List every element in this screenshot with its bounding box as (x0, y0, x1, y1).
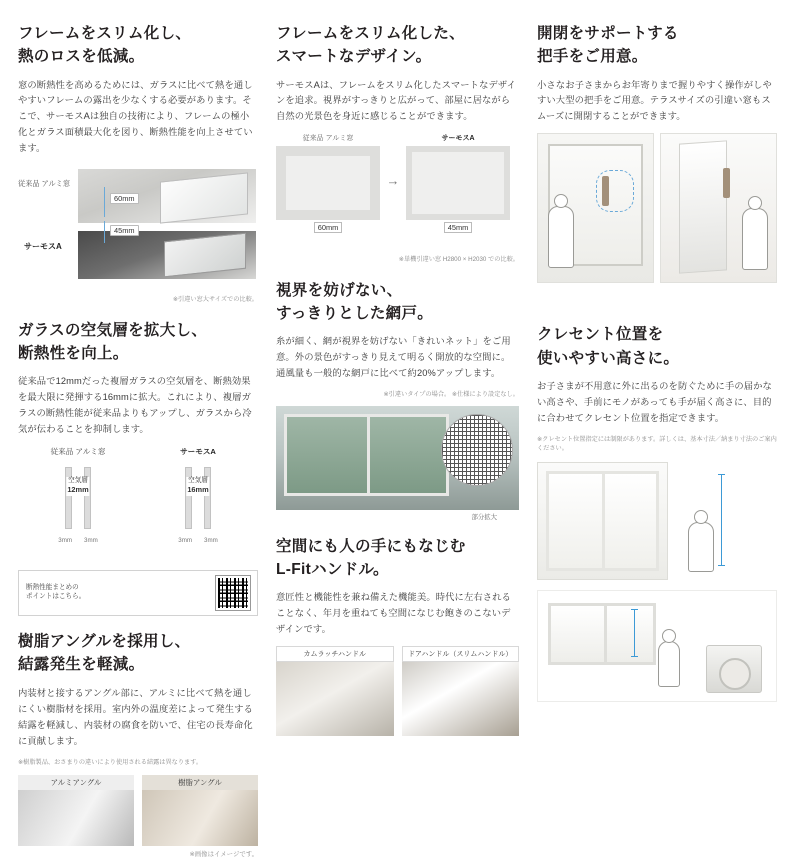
section-lfit-handle (276, 535, 519, 736)
illustration-hand-grip (660, 133, 777, 283)
measurement-line (721, 474, 722, 566)
label-thermos-a: サーモスA (24, 242, 62, 252)
glass-thickness: 3mm (204, 537, 218, 545)
photo-aluminum-angle: アルミアングル (18, 775, 134, 846)
dimension-60mm: 60mm (110, 193, 139, 204)
panel-thermos-a: サーモスA 45mm (406, 133, 510, 232)
section-heading: 樹脂アングルを採用し、 結露発生を軽減。 (18, 633, 191, 674)
illustration-window-room (537, 133, 654, 283)
section-heading: フレームをスリム化し、 熱のロスを低減。 (18, 25, 192, 66)
dimension-45mm: 45mm (110, 225, 139, 236)
illustration-large-grip (537, 133, 777, 283)
photo-image (276, 662, 394, 736)
section-body: 小さなお子さまからお年寄りまで握りやすく操作がしやすい大型の把手をご用意。テラスサイズの引違い窓もスムーズに開閉することができます。 (537, 79, 772, 122)
qr-code-icon[interactable] (216, 576, 250, 610)
photo-image (142, 790, 258, 846)
section-heading: 開閉をサポートする 把手をご用意。 (537, 25, 679, 66)
figure-screen-net (276, 406, 519, 510)
illustration-low-crescent (537, 590, 777, 702)
promo-text: 断熱性能まとめの ポイントはこちら。 (26, 584, 86, 601)
section-body: お子さまが不用意に外に出るのを防ぐために手の届かない高さや、手前にモノがあっても手が届く高さに、目的に合わせてクレセント位置を指定できます。 (537, 380, 772, 423)
grip-handle-icon (723, 168, 730, 198)
window-illustration (548, 603, 656, 665)
section-heading: 空間にも人の手にもなじむ L-Fitハンドル。 (276, 537, 466, 578)
diagram-conventional (18, 446, 138, 564)
glass-thickness: 3mm (58, 537, 72, 545)
dimension-label: 45mm (444, 222, 473, 233)
glass-thickness: 3mm (84, 537, 98, 545)
frame-illustration (406, 146, 510, 220)
figure-note: ※引違い窓大サイズでの比較。 (172, 296, 258, 304)
illustration-child (674, 462, 777, 580)
air-layer-label: 空気層 12mm (67, 477, 89, 495)
window-panes (284, 414, 449, 496)
dimension-line-upper (104, 187, 105, 217)
section-note: ※樹脂製品、おさまりの違いにより使用される結露は異なります。 (18, 758, 203, 766)
section-body: 窓の断熱性を高めるためには、ガラスに比べて熱を通しやすいフレームの露出を少なくする必要があります。そこで、サーモスAは独自の技術により、フレームの極小化とガラス面積最大化を図り、断熱性能を向上させています。 (18, 79, 253, 154)
person-figure (688, 522, 714, 572)
photo-image (18, 790, 134, 846)
photo-image (402, 662, 520, 736)
window-illustration (537, 462, 668, 580)
diagram-title-conventional: 従来品 アルミ窓 (50, 447, 106, 457)
photo-door-handle: ドアハンドル（スリムハンドル） (402, 646, 520, 736)
measurement-line (634, 609, 635, 657)
arrow-icon: → (386, 173, 400, 189)
appliance-illustration (706, 645, 762, 693)
net-zoom-circle (441, 414, 513, 486)
person-figure (742, 208, 768, 270)
section-heading: クレセント位置を 使いやすい高さに。 (537, 326, 680, 367)
dimension-label: 60mm (314, 222, 343, 233)
air-layer-label: 空気層 16mm (187, 477, 209, 495)
glass-thickness: 3mm (178, 537, 192, 545)
section-crescent-position (537, 323, 777, 701)
section-body: サーモスAは、フレームをスリム化したスマートなデザインを追求。視界がすっきりと広がって、部屋に居ながら自然の光景色を身近に感じることができます。 (276, 79, 517, 122)
person-figure (548, 206, 574, 268)
section-resin-angle (18, 630, 258, 864)
label-conventional: 従来品 アルミ窓 (18, 179, 71, 189)
figure-zoom-label: 部分拡大 (471, 513, 497, 521)
section-heading: 視界を妨げない、 すっきりとした網戸。 (276, 281, 434, 322)
section-body: 内装材と接するアングル部に、アルミに比べて熱を通しにくい樹脂材を採用。室内外の温度差によって発生する結露を軽減し、内装材の腐食を防いで、住宅の長寿命化に貢献します。 (18, 687, 253, 746)
column-middle (276, 22, 519, 778)
figure-note: ※単機引違い窓 H2800 × H2030 での比較。 (398, 256, 519, 264)
figure-frame-width-compare (276, 133, 519, 253)
photo-pair-angle (18, 775, 258, 846)
frame-illustration (276, 146, 380, 220)
diagram-title-thermos-a: サーモスA (180, 447, 216, 457)
person-figure (658, 641, 680, 687)
diagram-thermos-a (138, 446, 258, 564)
promo-qr-box[interactable] (18, 570, 258, 616)
section-air-layer (18, 319, 258, 616)
figure-air-layer-diagram (18, 446, 258, 564)
section-slim-frame (18, 22, 258, 305)
photo-resin-angle: 樹脂アングル (142, 775, 258, 846)
section-body: 従来品で12mmだった複層ガラスの空気層を、断熱効果を最大限に発揮する16mmに拡大。これにより、複層ガラスの断熱性能が従来品よりもアップし、ガラスから冷気が伝わることを抑制します。 (18, 376, 252, 435)
section-body: 意匠性と機能性を兼ね備えた機能美。時代に左右されることなく、年月を重ねても空間になじむ飽きのこないデザインです。 (276, 592, 511, 634)
section-note: ※引違いタイプの場合。 ※仕様により設定なし。 (383, 391, 519, 399)
photo-pair-handles (276, 646, 519, 736)
panel-conventional: 従来品 アルミ窓 60mm (276, 133, 380, 232)
highlight-callout (596, 170, 634, 212)
section-note: ※クレセント位置指定には制限があります。詳しくは、基本寸法／納まり寸法のご案内ください。 (537, 435, 777, 453)
dimension-line-lower (104, 221, 105, 243)
column-right (537, 22, 777, 778)
section-heading: フレームをスリム化した、 スマートなデザイン。 (276, 25, 465, 66)
illustration-high-crescent (537, 462, 777, 580)
photo-caption: ※画像はイメージです。 (189, 850, 258, 858)
section-grip-support (537, 22, 777, 283)
section-screen-net (276, 279, 519, 521)
section-heading: ガラスの空気層を拡大し、 断熱性を向上。 (18, 321, 208, 362)
section-smart-design (276, 22, 519, 265)
column-left (18, 22, 258, 858)
photo-camlatch-handle: カムラッチハンドル (276, 646, 394, 736)
section-body: 糸が細く、網が視界を妨げない「きれいネット」をご用意。外の景色がすっきり見えて明るく開放的な空間に。通風量も一般的な網戸に比べて約20%アップします。 (276, 336, 511, 379)
figure-frame-comparison (18, 165, 258, 293)
